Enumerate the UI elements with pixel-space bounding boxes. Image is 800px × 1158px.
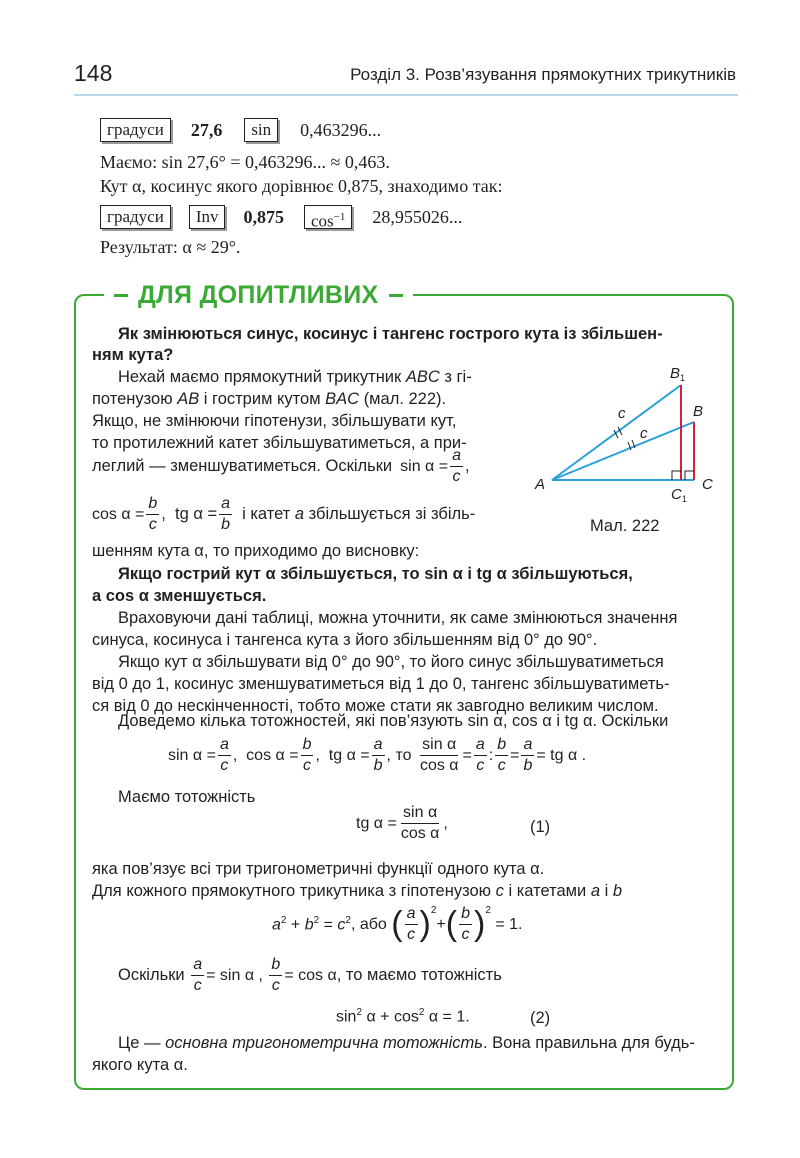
calc-input: 0,875 xyxy=(243,206,284,227)
p1-line-4: то протилежний катет збільшуватиметься, а при- xyxy=(92,434,467,452)
result-line: Результат: α ≈ 29°. xyxy=(100,237,241,257)
conclusion-line-2: a cos α зменшується. xyxy=(92,587,267,605)
p6-line: Для кожного прямокутного трикутника з гіпотенузою c і катетами a і b xyxy=(92,882,623,900)
p3-line-3: ся від 0 до нескінченності, тобто може стати як завгодно великим числом. xyxy=(92,697,659,715)
identity-1: tg α = $\frac{\text{sin α}}{\text{cos α}}$ , xyxy=(356,804,448,842)
p3-line-1: Якщо кут α збільшувати від 0° до 90°, то його синус збільшуватиметься xyxy=(118,653,664,671)
calc-output: 28,955026... xyxy=(372,206,463,227)
label-c-lower: c xyxy=(640,425,648,442)
p1-line-1: Нехай маємо прямокутний трикутник ABC з гі- xyxy=(118,368,472,386)
title-dash-left xyxy=(114,294,128,297)
p1-line-7: шенням кута α, то приходимо до висновку: xyxy=(92,542,420,560)
p1-line-6: cos α = $\frac{b}{c}$ , tg α = $\frac{a}{b}$ і катет a збільшується зі збіль- xyxy=(92,495,476,533)
question-line-1: Як змінюються синус, косинус і тангенс гострого кута із збільшен- xyxy=(118,325,663,343)
p5-line: яка пов’язує всі три тригонометричні функції одного кута α. xyxy=(92,860,545,878)
conclusion-line-1: Якщо гострий кут α збільшується, то sin α і tg α збільшуються, xyxy=(118,565,633,583)
have-sin-line: Маємо: sin 27,6° = 0,463296... ≈ 0,463. xyxy=(100,152,390,172)
p3-line-2: від 0 до 1, косинус зменшуватиметься від 1 до 0, тангенс збільшуватиметь- xyxy=(92,675,670,693)
eq-number-1: (1) xyxy=(530,818,551,836)
p1-line-5: леглий — зменшуватиметься. Оскільки sin α = $\frac{a}{c}$ , xyxy=(92,447,470,485)
p2-line-2: синуса, косинуса і тангенса кута з його збільшенням від 0° до 90°. xyxy=(92,631,598,649)
key-arccos: $\cos^{-1}$ xyxy=(304,205,352,229)
hypotenuse-ab1 xyxy=(552,385,681,480)
right-angle-c xyxy=(685,471,694,480)
calc-output: 0,463296... xyxy=(300,119,382,140)
key-inv: Inv xyxy=(189,205,226,229)
title-dash-right xyxy=(389,294,403,297)
final-line-1: Це — основна тригонометрична тотожність. Вона правильна для будь- xyxy=(118,1034,695,1052)
p1-line-2: потенузою AB і гострим кутом BAC (мал. 222). xyxy=(92,390,447,408)
triangle-figure xyxy=(525,356,725,506)
question-line-2: ням кута? xyxy=(92,346,174,364)
label-c1: $C_1$ xyxy=(671,486,687,504)
page-number: 148 xyxy=(74,60,113,86)
have-identity: Маємо тотожність xyxy=(118,788,256,806)
key-sin: sin xyxy=(244,118,278,142)
label-c: C xyxy=(702,476,713,493)
label-b1: $B_1$ xyxy=(670,365,686,383)
since-line: Оскільки $\frac{a}{c}$ = sin α , $\frac{b}{c}$ = cos α , то маємо тотожність xyxy=(118,956,502,994)
calculator-sequence-1 xyxy=(100,118,381,142)
box-title: ДЛЯ ДОПИТЛИВИХ xyxy=(138,281,379,309)
cos-intro-line: Кут α, косинус якого дорівнює 0,875, знаходимо так: xyxy=(100,176,503,196)
right-angle-c1 xyxy=(672,471,681,480)
p4-line-1: Доведемо кілька тотожностей, які пов’язують sin α, cos α і tg α. Оскільки xyxy=(118,712,669,730)
calc-input: 27,6 xyxy=(190,119,223,140)
section-title: Розділ 3. Розв’язування прямокутних трикутників xyxy=(350,65,736,84)
p2-line-1: Враховуючи дані таблиці, можна уточнити, як саме змінюються значення xyxy=(118,609,678,627)
box-title-wrap xyxy=(104,281,413,310)
pythagoras-formula: $a^2 + b^2 = c^2$ , або ( $\frac{a}{c}$ ) $^2$ + ( $\frac{b}{c}$ ) $^2$ = 1. xyxy=(272,905,523,943)
header-divider xyxy=(74,94,738,96)
final-line-2: якого кута α. xyxy=(92,1056,188,1074)
figure-caption: Мал. 222 xyxy=(590,517,660,535)
identity-2: $\sin^2 \alpha + \cos^2 \alpha = 1$. xyxy=(336,1007,470,1026)
label-b: B xyxy=(693,403,704,420)
key-degrees: градуси xyxy=(100,118,171,142)
key-degrees: градуси xyxy=(100,205,171,229)
eq-number-2: (2) xyxy=(530,1009,551,1027)
calculator-sequence-2 xyxy=(100,205,462,229)
label-a: A xyxy=(535,476,546,493)
formula-row-ratios: sin α = $\frac{a}{c}$ , cos α = $\frac{b}{c}$ , tg α = $\frac{a}{b}$ , то $\frac{\text{sin α}}{\text{cos α}}$ = $\frac{a}{c}$ : $\frac{b}{c}$ = $\frac{a}{b}$ = tg α . xyxy=(168,736,587,774)
p1-line-3: Якщо, не змінюючи гіпотенузи, збільшувати кут, xyxy=(92,412,457,430)
label-c-upper: c xyxy=(618,405,626,422)
